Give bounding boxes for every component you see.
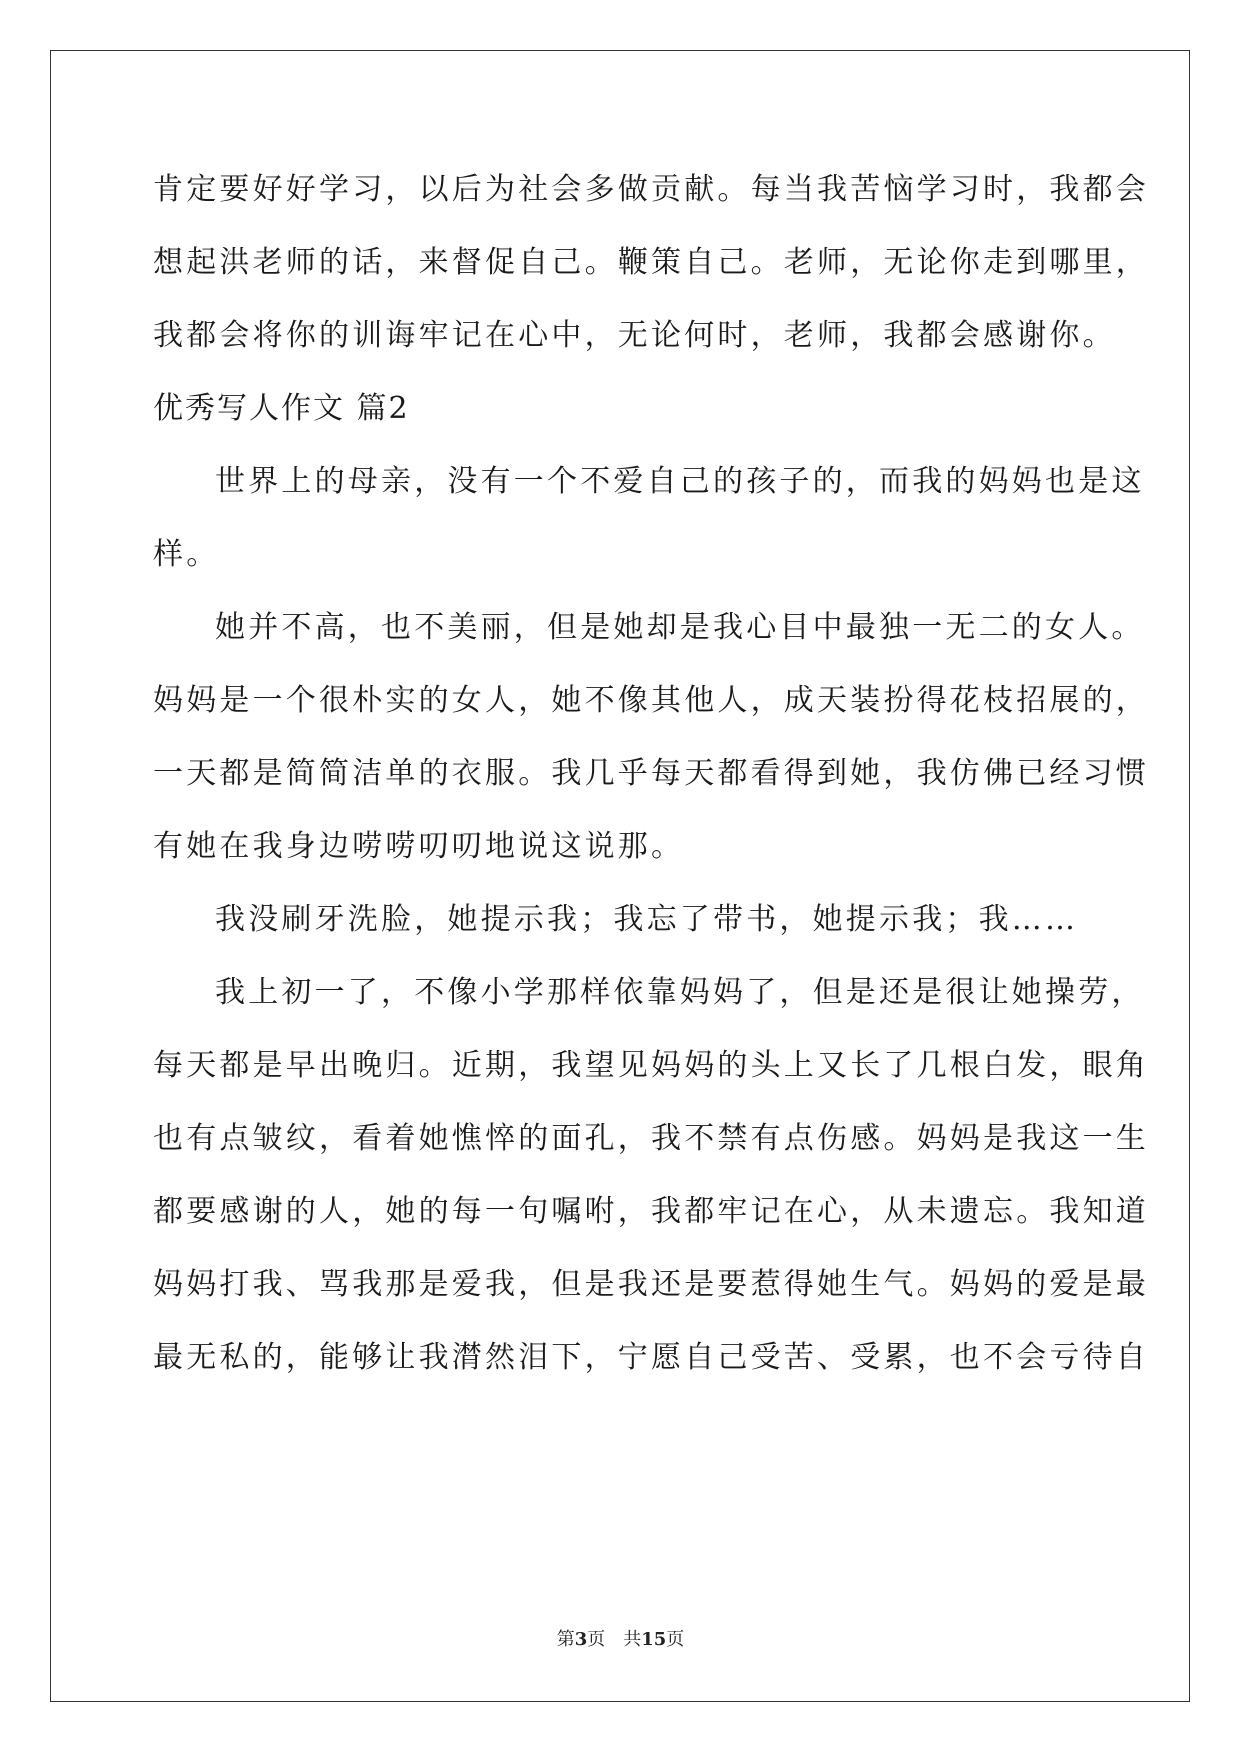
paragraph-4-line-2: 每天都是早出晚归。近期，我望见妈妈的头上又长了几根白发，眼角 — [153, 1048, 1149, 1083]
page-border — [50, 50, 1190, 1702]
paragraph-1-line-2: 样。 — [153, 537, 220, 572]
paragraph-2-line-3: 一天都是简简洁单的衣服。我几乎每天都看得到她，我仿佛已经习惯 — [153, 756, 1149, 791]
paragraph-4-line-6: 最无私的，能够让我潸然泪下，宁愿自己受苦、受累，也不会亏待自 — [153, 1340, 1149, 1375]
paragraph-4-line-5: 妈妈打我、骂我那是爱我，但是我还是要惹得她生气。妈妈的爱是最 — [153, 1267, 1149, 1302]
paragraph-4-line-1: 我上初一了，不像小学那样依靠妈妈了，但是还是很让她操劳， — [215, 975, 1145, 1010]
text-line-2: 想起洪老师的话，来督促自己。鞭策自己。老师，无论你走到哪里， — [153, 245, 1149, 280]
footer-suffix: 页 — [666, 1629, 685, 1650]
paragraph-1-line-1: 世界上的母亲，没有一个不爱自己的孩子的，而我的妈妈也是这 — [215, 464, 1145, 499]
text-line-1: 肯定要好好学习，以后为社会多做贡献。每当我苦恼学习时，我都会 — [153, 172, 1149, 207]
paragraph-2-line-1: 她并不高，也不美丽，但是她却是我心目中最独一无二的女人。 — [215, 610, 1145, 645]
paragraph-3-line-1: 我没刷牙洗脸，她提示我；我忘了带书，她提示我；我…… — [215, 902, 1079, 937]
text-line-3: 我都会将你的训诲牢记在心中，无论何时，老师，我都会感谢你。 — [153, 318, 1116, 353]
total-page-number: 15 — [641, 1629, 667, 1650]
footer-prefix: 第 — [556, 1629, 575, 1650]
current-page-number: 3 — [574, 1629, 588, 1650]
paragraph-4-line-4: 都要感谢的人，她的每一句嘱咐，我都牢记在心，从未遗忘。我知道 — [153, 1194, 1149, 1229]
paragraph-4-line-3: 也有点皱纹，看着她憔悴的面孔，我不禁有点伤感。妈妈是我这一生 — [153, 1121, 1149, 1156]
page-footer — [0, 1628, 1241, 1652]
footer-middle: 页 共 — [587, 1629, 642, 1650]
paragraph-2-line-4: 有她在我身边唠唠叨叨地说这说那。 — [153, 829, 685, 864]
paragraph-2-line-2: 妈妈是一个很朴实的女人，她不像其他人，成天装扮得花枝招展的， — [153, 683, 1149, 718]
section-heading: 优秀写人作文 篇2 — [153, 391, 410, 426]
